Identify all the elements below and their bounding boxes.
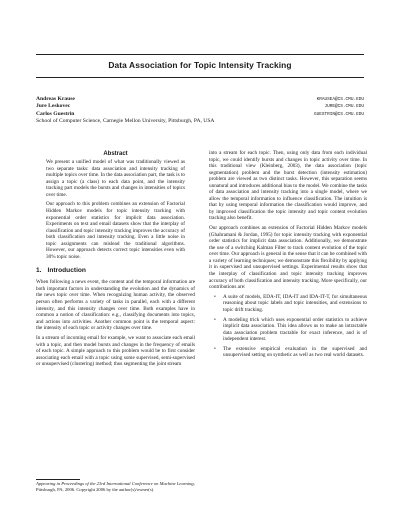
footnote-copyright: , Pittsburgh, PA, 2006. Copyright 2006 by the author(s)/owner(s). — [36, 481, 195, 492]
abstract-body — [36, 159, 195, 260]
body-paragraph: In a stream of incoming email for example, we want to associate each email with a topic, and then model bursts and changes in the frequency of emails of each topic. A simple approach to this problem would be to first consider associating each email with a topic using some supervised, semi-supervised or unsupervised (clustering) method; thus segmenting the joint stream — [36, 334, 195, 368]
abstract-paragraph: We present a unified model of what was traditionally viewed as two separate tasks: data association and intensity tracking of multiple topics over time. In the data association part, the task is to assign a topic (a class) to each data point, and the intensity tracking part models the bursts and changes in intensities of topics over time. — [46, 159, 185, 198]
author-name: Andreas Krause — [36, 96, 75, 102]
footnote — [36, 481, 195, 493]
body-paragraph: When following a news event, the content and the temporal information are both important factors in understanding the evolution and the dynamics of the news topic over time. When recognizing human activity, the observed person often performs a variety of tasks in parallel, each with a different intensity, and this intensity changes over time. Both examples have in common a notion of classification: e.g., classifying documents into topics, and actions into activities. Another common point is the temporal aspect: the intensity of each topic or activity changes over time. — [36, 279, 195, 332]
author-row — [36, 103, 364, 110]
footnote-venue: Appearing in Proceedings of the 23rd International Conference on Machine Learning — [36, 481, 194, 486]
contribution-list — [209, 294, 367, 359]
left-column — [36, 150, 195, 371]
right-column — [209, 150, 367, 362]
body-paragraph: Our approach combines an extension of Factorial Hidden Markov models (Ghahramani & Jordan, 1995) for topic intensity tracking with exponential order statistics for implicit data association. Additionally, we demonstrate the use of a switching Kalman Filter to track content evolution of the topic over time. Our approach is general in the sense that it can be combined with a variety of learning techniques; we demonstrate this flexibility by applying it in supervised and unsupervised settings. Experimental results show that the interplay of classification and topic intensity tracking improves accuracy of both classification and intensity tracking. More specifically, our contributions are: — [209, 225, 367, 291]
author-name: Carlos Guestrin — [36, 110, 75, 117]
list-item: • A suite of models, EDA-IT, IDA-IT and IDA-IT-T, for simultaneous reasoning about topic labels and topic intensities, and extensions to topic drift tracking. — [223, 294, 367, 314]
author-row — [36, 96, 364, 103]
section-number: 1. — [36, 267, 42, 275]
abstract-heading: Abstract — [103, 151, 128, 157]
section-heading-introduction — [36, 267, 195, 275]
title-bottom-rule — [36, 77, 364, 78]
section-title: Introduction — [47, 267, 86, 275]
list-item: • A modeling trick which uses exponential order statistics to achieve implicit data association. This idea allows us to make an intractable data association problem tractable for exact inference, and is of independent interest. — [223, 317, 367, 343]
abstract-paragraph: Our approach to this problem combines an extension of Factorial Hidden Markov models for topic intensity tracking with exponential order statistics for implicit data association. Experiments on text and email datasets show that the interplay of classification and topic intensity tracking improves the accuracy of both classification and intensity tracking. Even a little noise in topic assignments can mislead the traditional algorithms. However, our approach detects correct topic intensities even with 30% topic noise. — [46, 201, 185, 260]
body-paragraph: into a stream for each topic. Then, using only data from each individual topic, we could identify bursts and changes in topic activity over time. In this traditional view (Kleinberg, 2003), the data association (topic segmentation) problem and the burst detection (intensity estimation) problem are viewed as two distinct tasks. However, this separation seems unnatural and introduces additional bias to the model. We combine the tasks of data association and intensity tracking into a single model, where we allow the temporal information to influence classification. The intuition is that by using temporal information the classification would improve, and by improved classification the topic intensity and topic content evolution tracking also benefit. — [209, 150, 367, 222]
author-name: Jure Leskovec — [36, 103, 71, 110]
list-item: • The extensive empirical evaluation in the supervised and unsupervised setting on synthetic as well as two real world datasets. — [223, 346, 367, 359]
author-email: JURE@CS.CMU.EDU — [324, 104, 364, 110]
author-block — [36, 96, 364, 126]
title-top-rule — [36, 54, 364, 55]
author-email: KRAUSEA@CS.CMU.EDU — [316, 97, 364, 102]
author-email: GUESTRIN@CS.CMU.EDU — [313, 111, 364, 117]
paper-title: Data Association for Topic Intensity Tracking — [108, 60, 292, 70]
footnote-rule — [36, 479, 80, 480]
affiliation: School of Computer Science, Carnegie Mellon University, Pittsburgh, PA, USA — [36, 118, 215, 125]
